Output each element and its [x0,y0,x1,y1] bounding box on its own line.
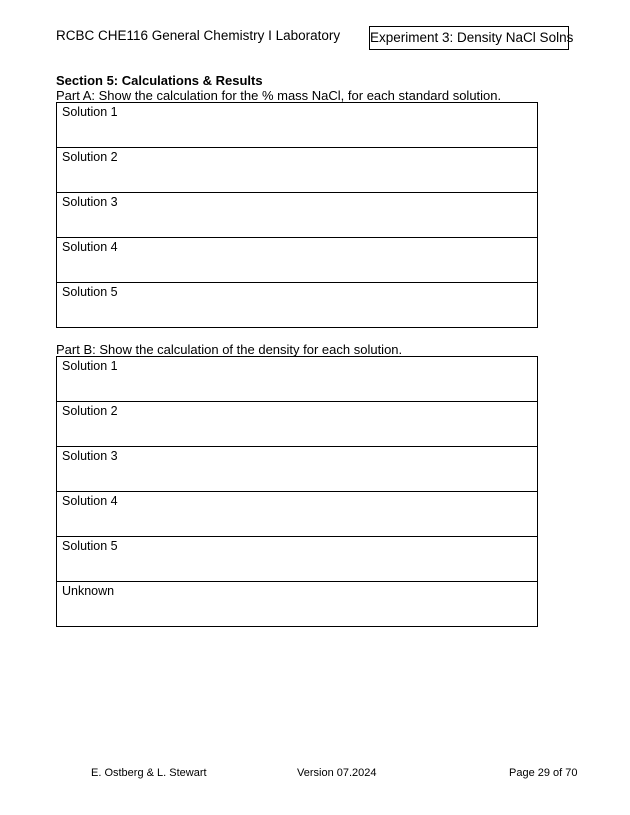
solution-1-cell[interactable]: Solution 1 [57,357,538,402]
table-row [57,582,538,627]
table-row [57,447,538,492]
solution-2-cell[interactable]: Solution 2 [57,402,538,447]
section-title: Section 5: Calculations & Results [56,73,263,88]
course-title: RCBC CHE116 General Chemistry I Laboratory [56,28,341,43]
footer-version: Version 07.2024 [297,767,377,779]
solution-3-cell[interactable]: Solution 3 [57,447,538,492]
table-row [57,537,538,582]
solution-4-cell[interactable]: Solution 4 [57,492,538,537]
table-row [57,357,538,402]
footer-authors: E. Ostberg & L. Stewart [91,767,207,779]
solution-2-cell[interactable]: Solution 2 [57,148,538,193]
table-row [57,148,538,193]
part-b-instructions: Part B: Show the calculation of the density for each solution. [56,342,403,357]
part-b-calculation-table [56,356,538,627]
solution-3-cell[interactable]: Solution 3 [57,193,538,238]
solution-1-cell[interactable]: Solution 1 [57,103,538,148]
part-a-calculation-table [56,102,538,328]
footer-page-number: Page 29 of 70 [509,767,578,779]
solution-5-cell[interactable]: Solution 5 [57,537,538,582]
unknown-cell[interactable]: Unknown [57,582,538,627]
table-row [57,492,538,537]
table-row [57,103,538,148]
solution-5-cell[interactable]: Solution 5 [57,283,538,328]
table-row [57,238,538,283]
part-a-instructions: Part A: Show the calculation for the % mass NaCl, for each standard solution. [56,88,502,103]
table-row [57,283,538,328]
experiment-title-box: Experiment 3: Density NaCl Solns [369,26,569,50]
solution-4-cell[interactable]: Solution 4 [57,238,538,283]
table-row [57,193,538,238]
table-row [57,402,538,447]
